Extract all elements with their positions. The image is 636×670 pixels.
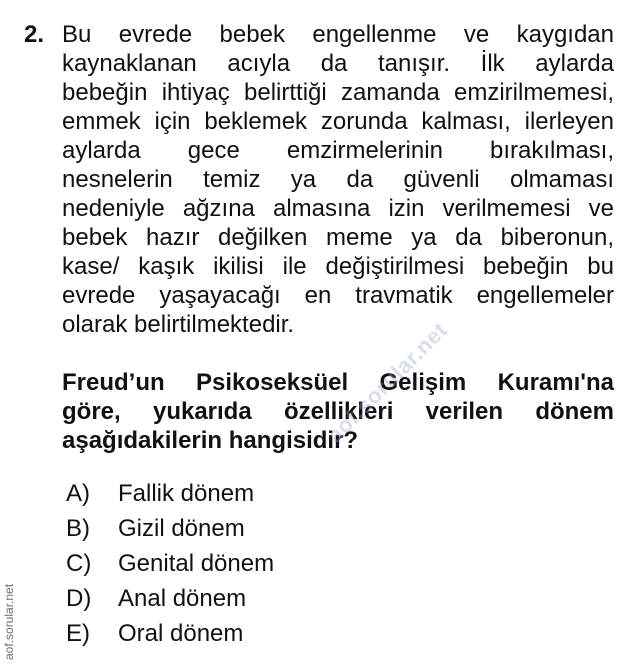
passage-line: Bu evrede bebek engellenme ve kaygıdan: [62, 21, 614, 48]
option-d[interactable]: [66, 581, 274, 616]
passage-line: bebek hazır değilken meme ya da biberonun,: [62, 224, 614, 251]
option-letter: C): [66, 550, 92, 577]
stem-line: aşağıdakilerin hangisidir?: [62, 427, 359, 454]
question-stem: [62, 368, 614, 455]
option-text: Fallik dönem: [118, 480, 255, 507]
question-passage: [62, 20, 614, 339]
passage-line: emmek için beklemek zorunda kalması, ilerleyen: [62, 108, 614, 135]
passage-line: kase/ kaşık ikilisi ile değiştirilmesi bebeğin bu: [62, 253, 614, 280]
option-text: Anal dönem: [118, 585, 247, 612]
answer-options: [66, 476, 274, 651]
diagonal-watermark: aof.sorular.net: [322, 317, 453, 448]
stem-line: göre, yukarıda özellikleri verilen dönem: [62, 398, 614, 425]
side-watermark: aof.sorular.net: [2, 583, 16, 660]
passage-line: bebeğin ihtiyaç belirttiği zamanda emzirilmemesi,: [62, 79, 614, 106]
option-a[interactable]: [66, 476, 274, 511]
option-text: Oral dönem: [118, 620, 244, 647]
option-letter: A): [66, 480, 90, 507]
passage-line: aylarda gece emzirmelerinin bırakılması,: [62, 137, 614, 164]
option-letter: D): [66, 585, 92, 612]
option-b[interactable]: [66, 511, 274, 546]
option-e[interactable]: [66, 616, 274, 651]
option-letter: B): [66, 515, 90, 542]
passage-line: evrede yaşayacağı en travmatik engellemeler: [62, 282, 614, 309]
option-text: Genital dönem: [118, 550, 275, 577]
stem-line: Freud’un Psikoseksüel Gelişim Kuramı'na: [62, 369, 614, 396]
passage-line: kaynaklanan acıyla da tanışır. İlk aylarda: [62, 50, 614, 77]
passage-line: nesnelerin temiz ya da güvenli olmaması: [62, 166, 614, 193]
option-c[interactable]: [66, 546, 274, 581]
passage-line: nedeniyle ağzına almasına izin verilmemesi ve: [62, 195, 614, 222]
question-number: 2.: [24, 21, 45, 48]
option-text: Gizil dönem: [118, 515, 245, 542]
passage-line: olarak belirtilmektedir.: [62, 311, 295, 338]
option-letter: E): [66, 620, 90, 647]
